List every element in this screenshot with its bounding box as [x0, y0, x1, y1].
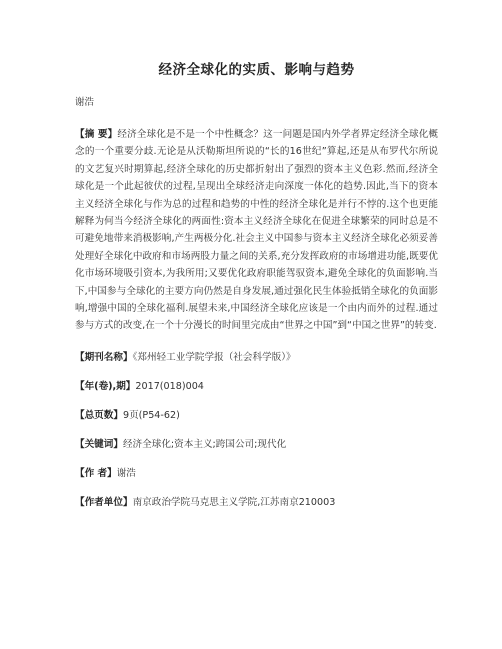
page-count-field	[75, 409, 438, 423]
article-author: 谢浩	[75, 97, 95, 108]
abstract-text: 经济全球化是不是一个中性概念？这一问题是国内外学者界定经济全球化概念的一个重要分歧.无论是从沃勒斯坦所说的“长的16世纪”算起,还是从布罗代尔所说的文艺复兴时期算起,经济全球化的历史都折射出了强烈的资本主义色彩.然而,经济全球化是一个此起彼伏的过程,呈现出全球经济走向深度一体化的趋势.因此,当下的资本主义经济全球化与作为总的过程和趋势的中性的经济全球化是并行不悖的.这个也更能解释为何当今经济全球化的两面性:资本主义经济全球化在促进全球繁荣的同时总是不可避免地带来消极影响,产生两极分化.社会主义中国参与资本主义经济全球化必须妥善处理好全球化中政府和市场两股力量之间的关系,充分发挥政府的市场增进功能,既要优化市场环境吸引资本,为我所用;又要优化政府职能驾驭资本,避免全球化的负面影响.当下,中国参与全球化的主要方向仍然是自身发展,通过强化民生体验抵销全球化的负面影响,增强中国的全球化福利.展望未来,中国经济全球化应该是一个由内而外的过程.通过参与方式的改变,在一个十分漫长的时间里完成由“世界之中国”到“中国之世界”的转变.	[75, 129, 439, 332]
journal-name-field	[75, 351, 438, 365]
affiliation-field	[75, 496, 438, 510]
volume-issue-field	[75, 380, 438, 394]
volume-issue-label: 【年(卷),期】	[75, 380, 136, 392]
keywords-label: 【关键词】	[75, 438, 123, 450]
abstract-label: 【摘 要】	[75, 129, 118, 140]
authors-label: 【作 者】	[75, 467, 117, 479]
abstract-paragraph	[75, 126, 438, 335]
keywords-value: 经济全球化;资本主义;跨国公司;现代化	[122, 438, 287, 450]
page-count-label: 【总页数】	[75, 409, 123, 421]
affiliation-label: 【作者单位】	[75, 496, 133, 508]
authors-field	[75, 467, 438, 481]
authors-value: 谢浩	[116, 467, 136, 479]
volume-issue-value: 2017(018)004	[135, 380, 204, 392]
journal-name-value: 《郑州轻工业学院学报（社会科学版）》	[132, 351, 296, 363]
affiliation-value: 南京政治学院马克思主义学院,江苏南京210003	[132, 496, 336, 508]
article-title: 经济全球化的实质、影响与趋势	[158, 62, 355, 78]
keywords-field	[75, 438, 438, 452]
journal-name-label: 【期刊名称】	[75, 351, 133, 363]
page-count-value: 9页(P54-62)	[122, 409, 180, 421]
